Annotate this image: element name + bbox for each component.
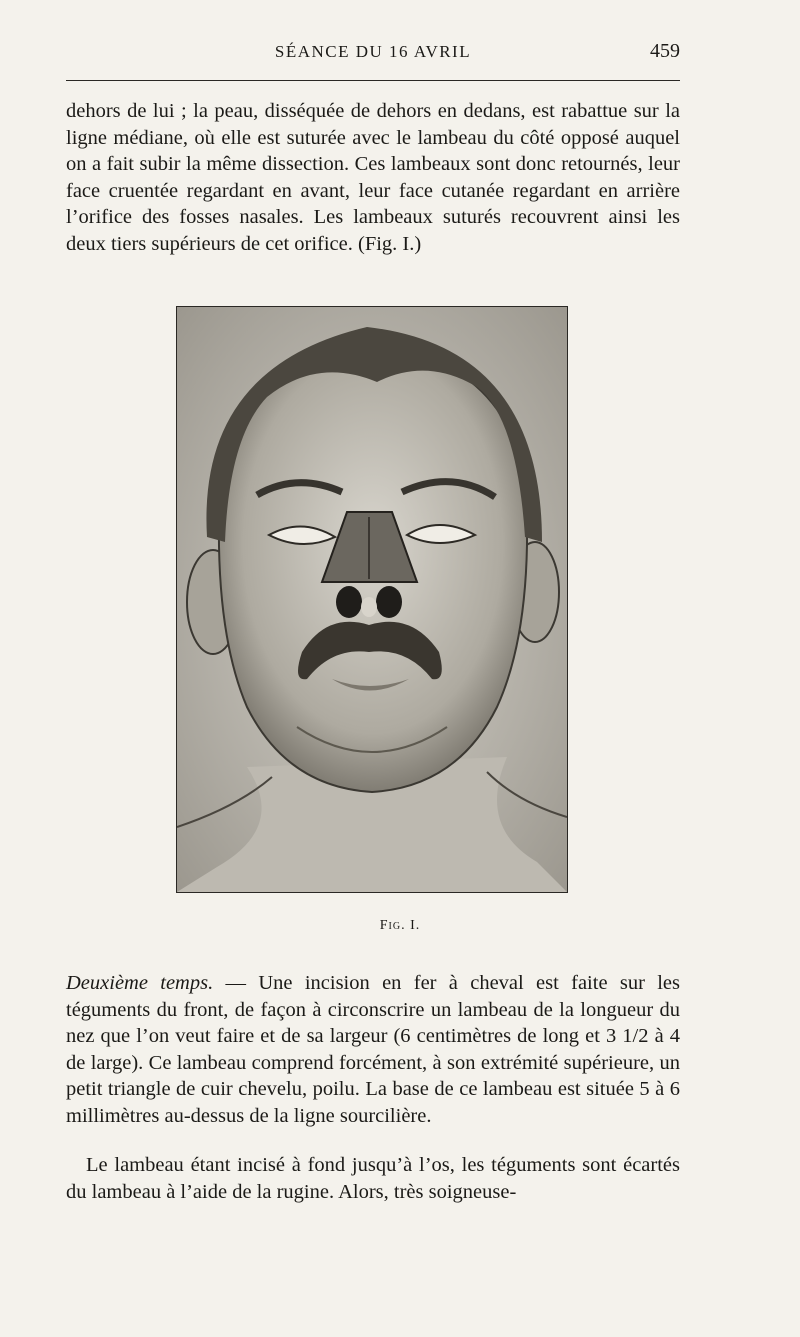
page-header — [66, 40, 680, 72]
face-engraving — [177, 307, 567, 892]
paragraph-2 — [66, 970, 680, 1129]
running-head: SÉANCE DU 16 AVRIL — [274, 42, 472, 61]
header-rule — [66, 80, 680, 81]
figure-caption: Fig. I. — [379, 918, 421, 933]
paragraph-1: dehors de lui ; la peau, disséquée de dehors en dedans, est rabattue sur la ligne médiane, où elle est suturée avec le lambeau du côté opposé auquel on a fait subir la même dissection. Ces lambeaux sont donc retournés, leur face cruentée regardant en avant, leur face cutanée regardant en arrière l’orifice des fosses nasales. Les lambeaux suturés recouvrent ainsi les deux tiers supérieurs de cet orifice. (Fig. I.) — [66, 100, 680, 255]
figure-illustration — [176, 306, 568, 893]
page-number: 459 — [650, 40, 680, 62]
paragraph-2-lead: Deuxième temps. — [66, 972, 214, 994]
paragraph-3: Le lambeau étant incisé à fond jusqu’à l’os, les téguments sont écartés du lambeau à l’aide de la rugine. Alors, très soigneuse- — [66, 1154, 680, 1203]
paragraph-2-body: — Une incision en fer à cheval est faite sur les téguments du front, de façon à circonscrire un lambeau de la longueur du nez que l’on veut faire et de sa largeur (6 centimètres de long et 3 1/2 à 4 de large). Ce lambeau comprend forcément, à son extrémité supérieure, un petit triangle de cuir chevelu, poilu. La base de ce lambeau est située 5 à 6 millimètres au-dessus de la ligne sourcilière. — [66, 972, 681, 1127]
